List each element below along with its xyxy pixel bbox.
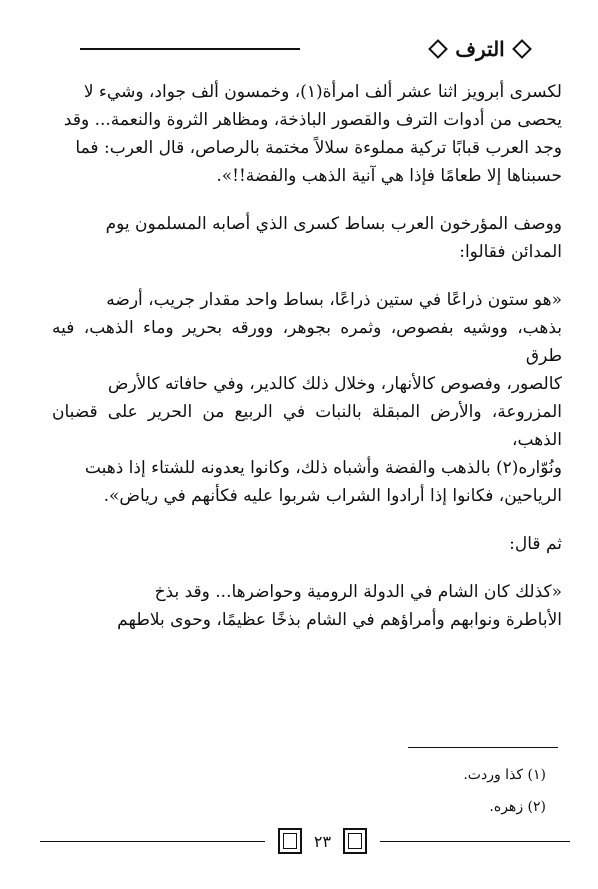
footnote-separator bbox=[408, 747, 558, 748]
book-icon bbox=[343, 828, 367, 854]
text-line: يحصى من أدوات الترف والقصور الباذخة، ومظاهر الثروة والنعمة... وقد bbox=[63, 110, 562, 130]
text-line: الأباطرة ونوابهم وأمراؤهم في الشام بذخًا عظيمًا، وحوى بلاطهم bbox=[117, 610, 562, 630]
header-title-block bbox=[390, 34, 570, 64]
text-line: المدائن فقالوا: bbox=[459, 242, 562, 262]
diamond-ornament-icon bbox=[428, 39, 448, 59]
book-icon bbox=[278, 828, 302, 854]
paragraph bbox=[52, 210, 562, 266]
footnote: (٢) زهره. bbox=[489, 799, 546, 815]
text-line: الرياحين، فكانوا إذا أرادوا الشراب شربوا عليه فكأنهم في رياض». bbox=[103, 486, 562, 506]
page-number: ٢٣ bbox=[313, 831, 332, 851]
header-rule bbox=[80, 48, 300, 50]
main-text bbox=[52, 78, 562, 654]
text-line: ووصف المؤرخون العرب بساط كسرى الذي أصابه المسلمون يوم bbox=[105, 214, 562, 234]
footer-rule bbox=[380, 841, 570, 842]
paragraph bbox=[52, 530, 562, 558]
footnotes bbox=[46, 764, 546, 828]
page-header bbox=[40, 34, 570, 64]
text-line: كالصور، وفصوص كالأنهار، وخلال ذلك كالدير، وفي حافاته كالأرض bbox=[107, 374, 562, 394]
footnote: (١) كذا وردت. bbox=[463, 767, 546, 783]
text-line: ثم قال: bbox=[509, 534, 562, 554]
text-line: بذهب، ووشيه بفصوص، وثمره بجوهر، وورقه بحرير وماء الذهب، فيه طرق bbox=[52, 318, 562, 366]
paragraph bbox=[52, 78, 562, 190]
text-line: «كذلك كان الشام في الدولة الرومية وحواضرها... وقد بذخ bbox=[154, 582, 562, 602]
text-line: ونُوّاره(٢) بالذهب والفضة وأشباه ذلك، وكانوا يعدونه للشتاء إذا ذهبت bbox=[84, 458, 562, 478]
text-line: حسبناها إلا طعامًا فإذا هي آنية الذهب والفضة!!». bbox=[216, 166, 562, 186]
text-line: المزروعة، والأرض المبقلة بالنبات في الربيع من الحرير على قضبان الذهب، bbox=[52, 402, 562, 450]
quote-paragraph bbox=[52, 286, 562, 510]
quote-paragraph bbox=[52, 578, 562, 634]
text-line: «هو ستون ذراعًا في ستين ذراعًا، بساط واحد مقدار جريب، أرضه bbox=[106, 290, 562, 310]
page-number-block bbox=[265, 826, 380, 856]
diamond-ornament-icon bbox=[512, 39, 532, 59]
footer-rule bbox=[40, 841, 265, 842]
page-footer bbox=[40, 826, 570, 856]
text-line: وجد العرب قبابًا تركية مملوءة سلالاً مختمة بالرصاص، قال العرب: فما bbox=[75, 138, 562, 158]
text-line: لكسرى أبرويز اثنا عشر ألف امرأة(١)، وخمسون ألف جواد، وشيء لا bbox=[83, 82, 562, 102]
running-title: الترف bbox=[455, 37, 505, 61]
